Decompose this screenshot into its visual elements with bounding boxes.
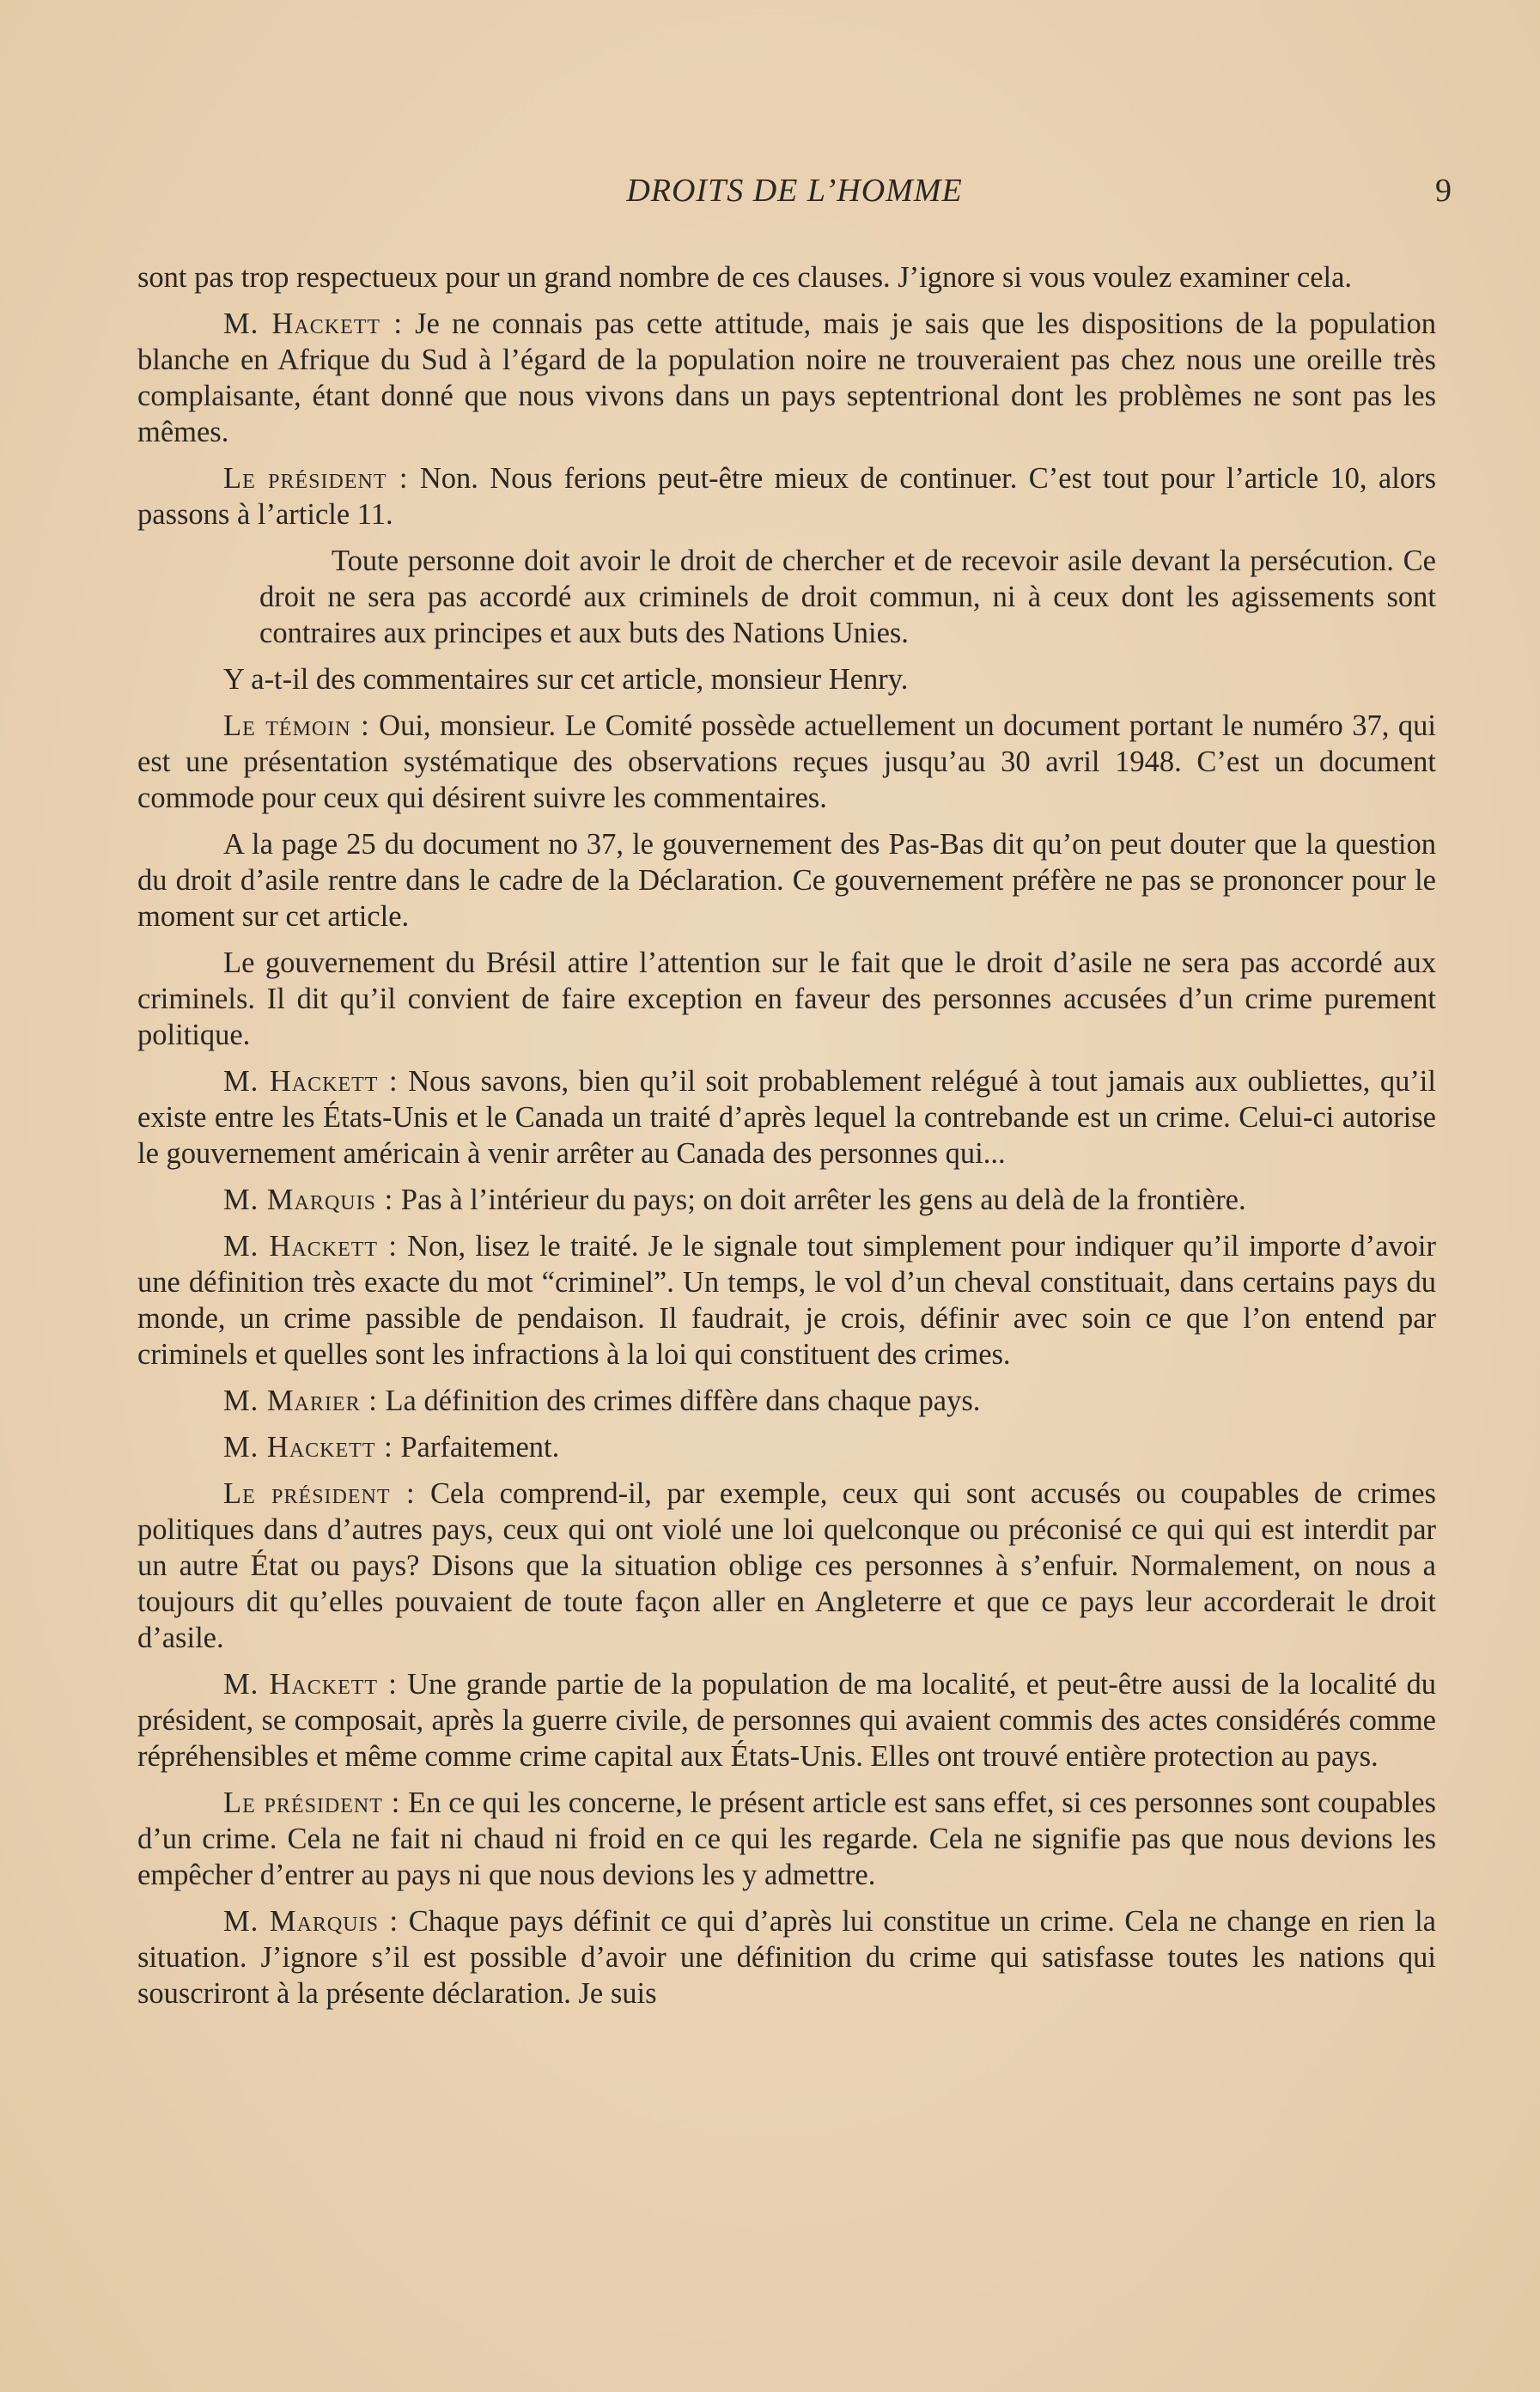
- paragraph-text: Non, lisez le traité. Je le signale tout simplement pour indiquer qu’il importe d’avoir une définition très exacte du mot “criminel”. Un temps, le vol d’un cheval constituait, dans certains pays du monde, un crime passible de pendaison. Il faudrait, je crois, définir avec soin ce que l’on entend par criminels et quelles sont les infractions à la loi qui constituent des crimes.: [137, 1230, 1436, 1371]
- paragraph-text: Y a-t-il des commentaires sur cet article, monsieur Henry.: [223, 663, 909, 696]
- speaker-name: Le président :: [223, 1786, 401, 1819]
- paragraph: [137, 1063, 1436, 1172]
- article-quote: [137, 543, 1436, 651]
- paragraph-text: Parfaitement.: [393, 1431, 560, 1464]
- paragraph-text: Chaque pays définit ce qui d’après lui constitue un crime. Cela ne change en rien la situation. J’ignore s’il est possible d’avoir une définition du crime qui satisfasse toutes les nations qui souscriront à la présente déclaration. Je suis: [137, 1905, 1436, 2010]
- speaker-name: M. Hackett :: [223, 1668, 398, 1701]
- paragraph-text: La définition des crimes diffère dans chaque pays.: [377, 1385, 981, 1417]
- paragraph-text: Pas à l’intérieur du pays; on doit arrêter les gens au delà de la frontière.: [393, 1184, 1246, 1216]
- running-title: DROITS DE L’HOMME: [626, 173, 963, 209]
- paragraph-text: sont pas trop respectueux pour un grand nombre de ces clauses. J’ignore si vous voulez examiner cela.: [137, 261, 1353, 294]
- paragraph: [137, 306, 1436, 450]
- paragraph: [137, 1182, 1436, 1218]
- speaker-name: Le président :: [223, 462, 409, 495]
- paragraph: [137, 1383, 1436, 1419]
- paragraph-text: Je ne connais pas cette attitude, mais je sais que les dispositions de la population blanche en Afrique du Sud à l’égard de la population noire ne trouveraient pas chez nous une oreille très complaisante, étant donné que nous vivons dans un pays septentrional dont les problèmes ne sont pas les mêmes.: [137, 307, 1436, 448]
- speaker-name: M. Marquis :: [223, 1905, 399, 1938]
- quote-text: Toute personne doit avoir le droit de chercher et de recevoir asile devant la persécution. Ce droit ne sera pas accordé aux criminels de droit commun, ni à ceux dont les agissements sont contraires aux principes et aux buts des Nations Unies.: [259, 545, 1436, 649]
- speaker-name: M. Hackett :: [223, 1431, 393, 1464]
- paragraph: [137, 708, 1436, 816]
- paragraph-text: Le gouvernement du Brésil attire l’attention sur le fait que le droit d’asile ne sera pas accordé aux criminels. Il dit qu’il convient de faire exception en faveur des personnes accusées d’un crime purement politique.: [137, 946, 1436, 1051]
- paragraph-text: Oui, monsieur. Le Comité possède actuellement un document portant le numéro 37, qui est une présentation systématique des observations reçues jusqu’au 30 avril 1948. C’est un document commode pour ceux qui désirent suivre les commentaires.: [137, 709, 1436, 814]
- paragraph: [137, 1476, 1436, 1656]
- page-number: 9: [1435, 173, 1452, 209]
- speaker-name: M. Marier :: [223, 1385, 378, 1417]
- paragraph: [137, 1903, 1436, 2012]
- paragraph-text: Non. Nous ferions peut-être mieux de continuer. C’est tout pour l’article 10, alors passons à l’article 11.: [137, 462, 1436, 531]
- paragraph: [137, 1666, 1436, 1774]
- speaker-name: M. Hackett :: [223, 1065, 399, 1098]
- speaker-name: M. Hackett :: [223, 307, 403, 340]
- speaker-name: M. Hackett :: [223, 1230, 398, 1263]
- paragraph: [137, 826, 1436, 934]
- paragraph: [137, 1785, 1436, 1893]
- body-text: [137, 259, 1436, 2022]
- page-header: [137, 172, 1452, 223]
- paragraph-text: Cela comprend-il, par exemple, ceux qui sont accusés ou coupables de crimes politiques dans d’autres pays, ceux qui ont violé une loi quelconque ou préconisé ce qui qui est interdit par un autre État ou pays? Disons que la situation oblige ces personnes à s’enfuir. Normalement, on nous a toujours dit qu’elles pouvaient de toute façon aller en Angleterre et que ce pays leur accorderait le droit d’asile.: [137, 1477, 1436, 1654]
- speaker-name: Le témoin :: [223, 709, 370, 742]
- paragraph: [137, 661, 1436, 697]
- speaker-name: Le président :: [223, 1477, 416, 1510]
- paragraph-text: Une grande partie de la population de ma localité, et peut-être aussi de la localité du président, se composait, après la guerre civile, de personnes qui avaient commis des actes considérés comme répréhensibles et même comme crime capital aux États-Unis. Elles ont trouvé entière protection au pays.: [137, 1668, 1436, 1773]
- paragraph: [137, 945, 1436, 1053]
- paragraph: [137, 259, 1436, 295]
- paragraph-text: A la page 25 du document no 37, le gouvernement des Pas-Bas dit qu’on peut douter que la question du droit d’asile rentre dans le cadre de la Déclaration. Ce gouvernement préfère ne pas se prononcer pour le moment sur cet article.: [137, 828, 1436, 933]
- speaker-name: M. Marquis :: [223, 1184, 394, 1216]
- paragraph: [137, 1429, 1436, 1465]
- paragraph-text: En ce qui les concerne, le présent article est sans effet, si ces personnes sont coupables d’un crime. Cela ne fait ni chaud ni froid en ce qui les regarde. Cela ne signifie pas que nous devions les empêcher d’entrer au pays ni que nous devions les y admettre.: [137, 1786, 1436, 1891]
- paragraph: [137, 460, 1436, 533]
- paragraph-text: Nous savons, bien qu’il soit probablement relégué à tout jamais aux oubliettes, qu’il existe entre les États-Unis et le Canada un traité d’après lequel la contrebande est un crime. Celui-ci autorise le gouvernement américain à venir arrêter au Canada des personnes qui...: [137, 1065, 1436, 1170]
- paragraph: [137, 1228, 1436, 1373]
